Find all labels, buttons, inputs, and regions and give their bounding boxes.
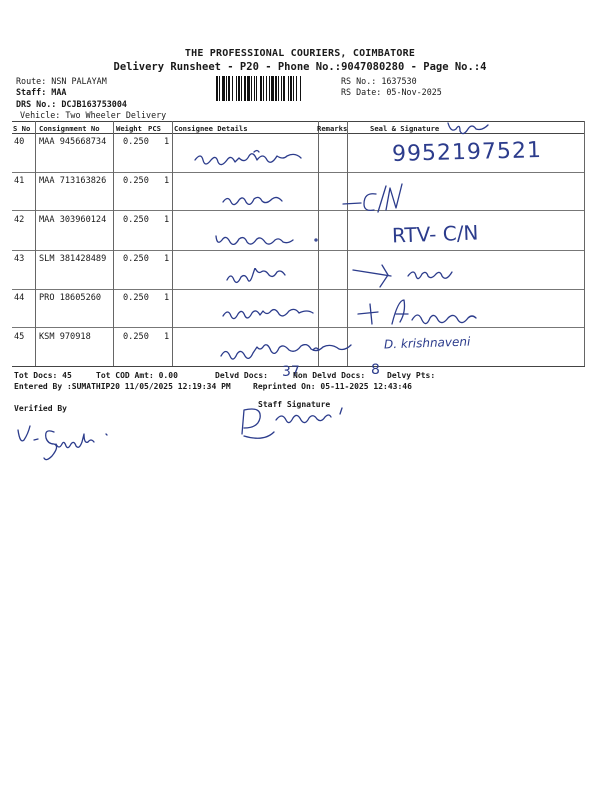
barcode-bar bbox=[271, 76, 274, 101]
col-header-weight: Weight bbox=[116, 124, 142, 133]
row-pcs: 1 bbox=[164, 293, 170, 303]
barcode-bar bbox=[238, 76, 240, 101]
delivery-points-label: Delvy Pts: bbox=[387, 371, 436, 380]
row-consignment: SLM 381428489 bbox=[39, 254, 107, 264]
row-pcs: 1 bbox=[164, 215, 170, 225]
barcode-bar bbox=[219, 76, 220, 101]
barcode-bar bbox=[232, 76, 233, 101]
row-pcs: 1 bbox=[164, 254, 170, 264]
handwritten-consignee-name bbox=[224, 268, 314, 290]
barcode-bar bbox=[222, 76, 225, 101]
runsheet-title: Delivery Runsheet - P20 - Phone No.:9047080280 - Page No.:4 bbox=[113, 61, 487, 73]
row-consignment: MAA 713163826 bbox=[39, 176, 107, 186]
non-delivered-docs-label: Non Delvd Docs: bbox=[293, 371, 366, 380]
barcode-bar bbox=[269, 76, 270, 101]
column-divider bbox=[113, 121, 114, 366]
table-header-rule bbox=[12, 133, 585, 134]
barcode-bar bbox=[247, 76, 250, 101]
row-consignment: KSM 970918 bbox=[39, 332, 91, 342]
row-sno: 42 bbox=[14, 215, 25, 225]
row-weight: 0.250 bbox=[123, 215, 149, 225]
handwritten-consignee-name bbox=[218, 344, 388, 368]
barcode-bar bbox=[263, 76, 264, 101]
handwritten-signature bbox=[350, 262, 470, 292]
staff-signature bbox=[236, 404, 356, 448]
barcode-bar bbox=[300, 76, 301, 101]
barcode-bar bbox=[288, 76, 289, 101]
col-header-pcs: PCS bbox=[148, 124, 161, 133]
verifier-signature bbox=[14, 422, 114, 464]
row-divider bbox=[12, 210, 585, 211]
barcode-bar bbox=[228, 76, 230, 101]
barcode-bar bbox=[241, 76, 242, 101]
barcode-bar bbox=[266, 76, 267, 101]
barcode-bar bbox=[260, 76, 262, 101]
route-label: Route: NSN PALAYAM bbox=[16, 76, 107, 86]
handwritten-cn-mark bbox=[340, 182, 410, 218]
drs-number: DRS No.: DCJB163753004 bbox=[16, 99, 127, 109]
row-sno: 41 bbox=[14, 176, 25, 186]
column-divider bbox=[347, 121, 348, 366]
total-docs: Tot Docs: 45 bbox=[14, 371, 72, 380]
handwritten-consignee-name bbox=[192, 148, 327, 176]
barcode-bar bbox=[281, 76, 282, 101]
row-weight: 0.250 bbox=[123, 332, 149, 342]
table-top-rule bbox=[12, 121, 585, 122]
handwritten-non-delivered-count: 8 bbox=[371, 362, 380, 378]
barcode-bar bbox=[254, 76, 255, 101]
company-title: THE PROFESSIONAL COURIERS, COIMBATORE bbox=[184, 48, 416, 59]
row-sno: 40 bbox=[14, 137, 25, 147]
barcode-bar bbox=[244, 76, 246, 101]
barcode-bar bbox=[236, 76, 237, 101]
row-weight: 0.250 bbox=[123, 293, 149, 303]
row-sno: 45 bbox=[14, 332, 25, 342]
barcode-bar bbox=[226, 76, 227, 101]
row-weight: 0.250 bbox=[123, 254, 149, 264]
handwritten-signature bbox=[350, 296, 490, 330]
verified-by-label: Verified By bbox=[14, 404, 67, 413]
entered-by: Entered By :SUMATHIP20 11/05/2025 12:19:34 PM bbox=[14, 382, 231, 391]
col-header-seal: Seal & Signature bbox=[370, 124, 440, 133]
barcode-bar bbox=[293, 76, 294, 101]
staff-label: Staff: MAA bbox=[16, 87, 67, 97]
handwritten-delivered-count: 37 bbox=[282, 364, 300, 380]
row-weight: 0.250 bbox=[123, 176, 149, 186]
row-weight: 0.250 bbox=[123, 137, 149, 147]
rs-date: RS Date: 05-Nov-2025 bbox=[341, 87, 442, 97]
barcode-bar bbox=[278, 76, 279, 101]
handwritten-receiver-name: D. krishnaveni bbox=[383, 334, 471, 352]
barcode-bar bbox=[283, 76, 285, 101]
rs-number: RS No.: 1637530 bbox=[341, 76, 417, 86]
handwritten-scribble bbox=[444, 117, 494, 139]
row-pcs: 1 bbox=[164, 137, 170, 147]
col-header-consignee: Consignee Details bbox=[174, 124, 248, 133]
barcode-bar bbox=[256, 76, 257, 101]
col-header-consignment: Consignment No bbox=[39, 124, 100, 133]
total-cod-amount: Tot COD Amt: 0.00 bbox=[96, 371, 178, 380]
barcode-bar bbox=[275, 76, 277, 101]
handwritten-phone-number: 9952197521 bbox=[391, 138, 543, 167]
row-pcs: 1 bbox=[164, 332, 170, 342]
handwritten-consignee-name bbox=[220, 192, 295, 212]
handwritten-rtv-remark: RTV- C/N bbox=[391, 220, 479, 248]
row-pcs: 1 bbox=[164, 176, 170, 186]
barcode-bar bbox=[296, 76, 297, 101]
barcode-bar bbox=[290, 76, 292, 101]
handwritten-consignee-name bbox=[213, 228, 323, 252]
barcode-image bbox=[216, 76, 336, 101]
column-divider bbox=[35, 121, 36, 366]
row-consignment: MAA 303960124 bbox=[39, 215, 107, 225]
barcode-bar bbox=[251, 76, 252, 101]
row-sno: 44 bbox=[14, 293, 25, 303]
row-consignment: PRO 18605260 bbox=[39, 293, 102, 303]
staff-signature-label: Staff Signature bbox=[258, 400, 331, 409]
col-header-remarks: Remarks bbox=[317, 124, 348, 133]
column-divider bbox=[172, 121, 173, 366]
handwritten-consignee-name bbox=[220, 306, 330, 328]
row-consignment: MAA 945668734 bbox=[39, 137, 107, 147]
barcode-bar bbox=[216, 76, 218, 101]
col-header-sno: S No bbox=[13, 124, 31, 133]
column-divider bbox=[584, 121, 585, 366]
row-sno: 43 bbox=[14, 254, 25, 264]
vehicle-label: Vehicle: Two Wheeler Delivery bbox=[20, 110, 167, 120]
delivered-docs-label: Delvd Docs: bbox=[215, 371, 268, 380]
reprinted-on: Reprinted On: 05-11-2025 12:43:46 bbox=[253, 382, 412, 391]
